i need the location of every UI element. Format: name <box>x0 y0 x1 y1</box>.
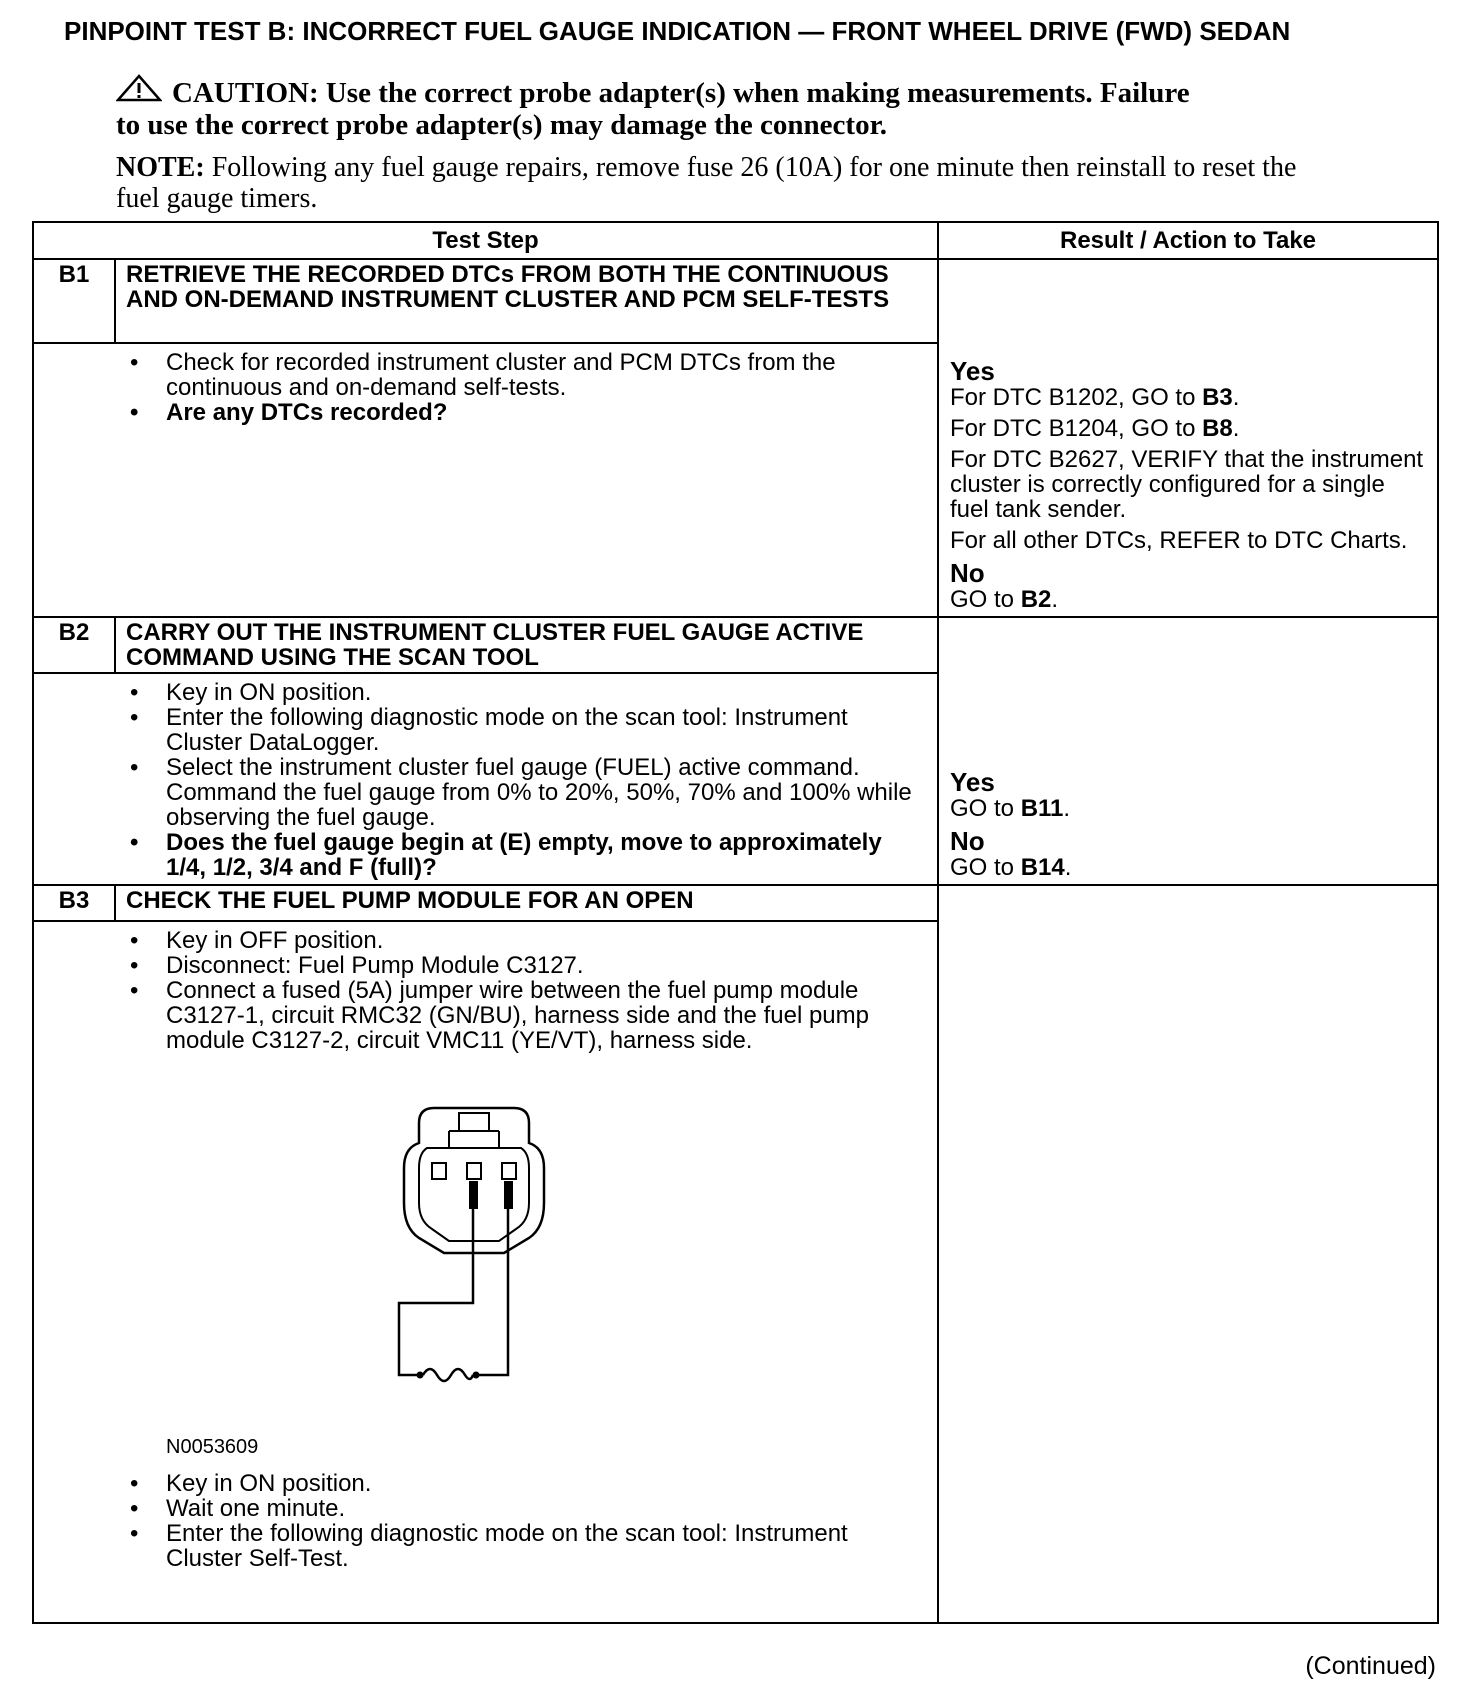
result-line: GO to B2. <box>950 586 1059 613</box>
step-b2-result <box>938 617 1438 885</box>
step-b1-result <box>938 259 1438 617</box>
caution-line-1: CAUTION: Use the correct probe adapter(s) when making measurements. Failure <box>172 77 1190 109</box>
step-b3-heading-row <box>33 885 1438 921</box>
step-ref-link[interactable]: B11 <box>1020 795 1064 822</box>
result-yes-label: Yes <box>950 767 995 797</box>
result-no-label: No <box>950 558 985 588</box>
step-b3-result <box>938 885 1438 1623</box>
pinpoint-test-table <box>32 221 1439 1624</box>
step-body <box>33 921 938 1623</box>
step-b1-heading-row <box>33 259 1438 343</box>
step-ref-link[interactable]: B14 <box>1020 854 1065 881</box>
connector-jumper-diagram <box>34 1053 874 1433</box>
list-item: • Wait one minute. <box>34 1496 925 1521</box>
table-header-row <box>33 222 1438 259</box>
header-result-action: Result / Action to Take <box>938 222 1438 259</box>
step-id: B3 <box>33 885 115 921</box>
result-line: GO to B14. <box>950 854 1072 881</box>
step-id: B1 <box>33 259 115 343</box>
step-body <box>33 343 938 617</box>
warning-triangle-icon <box>116 74 162 102</box>
step-id: B2 <box>33 617 115 673</box>
list-item: • Does the fuel gauge begin at (E) empty, move to approximately 1/4, 1/2, 3/4 and F (full)? <box>34 830 925 880</box>
step-heading: RETRIEVE THE RECORDED DTCs FROM BOTH THE CONTINUOUS AND ON-DEMAND INSTRUMENT CLUSTER AND PCM SELF-TESTS <box>115 259 938 343</box>
note-body: Following any fuel gauge repairs, remove fuse 26 (10A) for one minute then reinstall to reset the fuel gauge timers. <box>116 152 1297 214</box>
step-body <box>33 673 938 885</box>
connector-figure <box>34 1053 874 1471</box>
list-item: • Key in ON position. <box>34 680 925 705</box>
step-heading: CARRY OUT THE INSTRUMENT CLUSTER FUEL GAUGE ACTIVE COMMAND USING THE SCAN TOOL <box>115 617 938 673</box>
list-item: • Check for recorded instrument cluster and PCM DTCs from the continuous and on-demand self-tests. <box>34 350 925 400</box>
list-item: • Disconnect: Fuel Pump Module C3127. <box>34 953 925 978</box>
list-item: • Key in ON position. <box>34 1471 925 1496</box>
list-item: • Connect a fused (5A) jumper wire between the fuel pump module C3127-1, circuit RMC32 (GN/BU), harness side and the fuel pump module C3127-2, circuit VMC11 (YE/VT), harness side. <box>34 978 925 1053</box>
list-item: • Select the instrument cluster fuel gauge (FUEL) active command. Command the fuel gauge from 0% to 20%, 50%, 70% and 100% while observing the fuel gauge. <box>34 755 925 830</box>
list-item: • Enter the following diagnostic mode on the scan tool: Instrument Cluster DataLogger. <box>34 705 925 755</box>
step-ref-link[interactable]: B2 <box>1020 586 1052 613</box>
step-ref-link[interactable]: B8 <box>1202 415 1233 442</box>
result-no-label: No <box>950 826 985 856</box>
list-item: • Enter the following diagnostic mode on the scan tool: Instrument Cluster Self-Test. <box>34 1521 925 1571</box>
result-line: For DTC B1202, GO to B3. <box>950 384 1240 411</box>
caution-line-2: to use the correct probe adapter(s) may damage the connector. <box>116 109 888 141</box>
result-line: For DTC B1204, GO to B8. <box>950 415 1240 442</box>
result-yes-label: Yes <box>950 356 995 386</box>
result-line: For all other DTCs, REFER to DTC Charts. <box>950 527 1408 554</box>
header-test-step: Test Step <box>33 222 938 259</box>
caution-notice <box>116 74 1346 141</box>
step-ref-link[interactable]: B3 <box>1202 384 1233 411</box>
step-b2-heading-row <box>33 617 1438 673</box>
result-line: For DTC B2627, VERIFY that the instrument cluster is correctly configured for a single fuel tank sender. <box>950 446 1424 523</box>
result-line: GO to B11. <box>950 795 1071 822</box>
note-text <box>116 152 1346 214</box>
list-item: • Key in OFF position. <box>34 928 925 953</box>
step-heading: CHECK THE FUEL PUMP MODULE FOR AN OPEN <box>115 885 938 921</box>
list-item: • Are any DTCs recorded? <box>34 400 925 425</box>
figure-id: N0053609 <box>166 1436 259 1458</box>
note-label: NOTE: <box>116 152 205 183</box>
continued-label: (Continued) <box>1305 1652 1436 1680</box>
page-title: PINPOINT TEST B: INCORRECT FUEL GAUGE INDICATION — FRONT WHEEL DRIVE (FWD) SEDAN <box>64 16 1291 46</box>
